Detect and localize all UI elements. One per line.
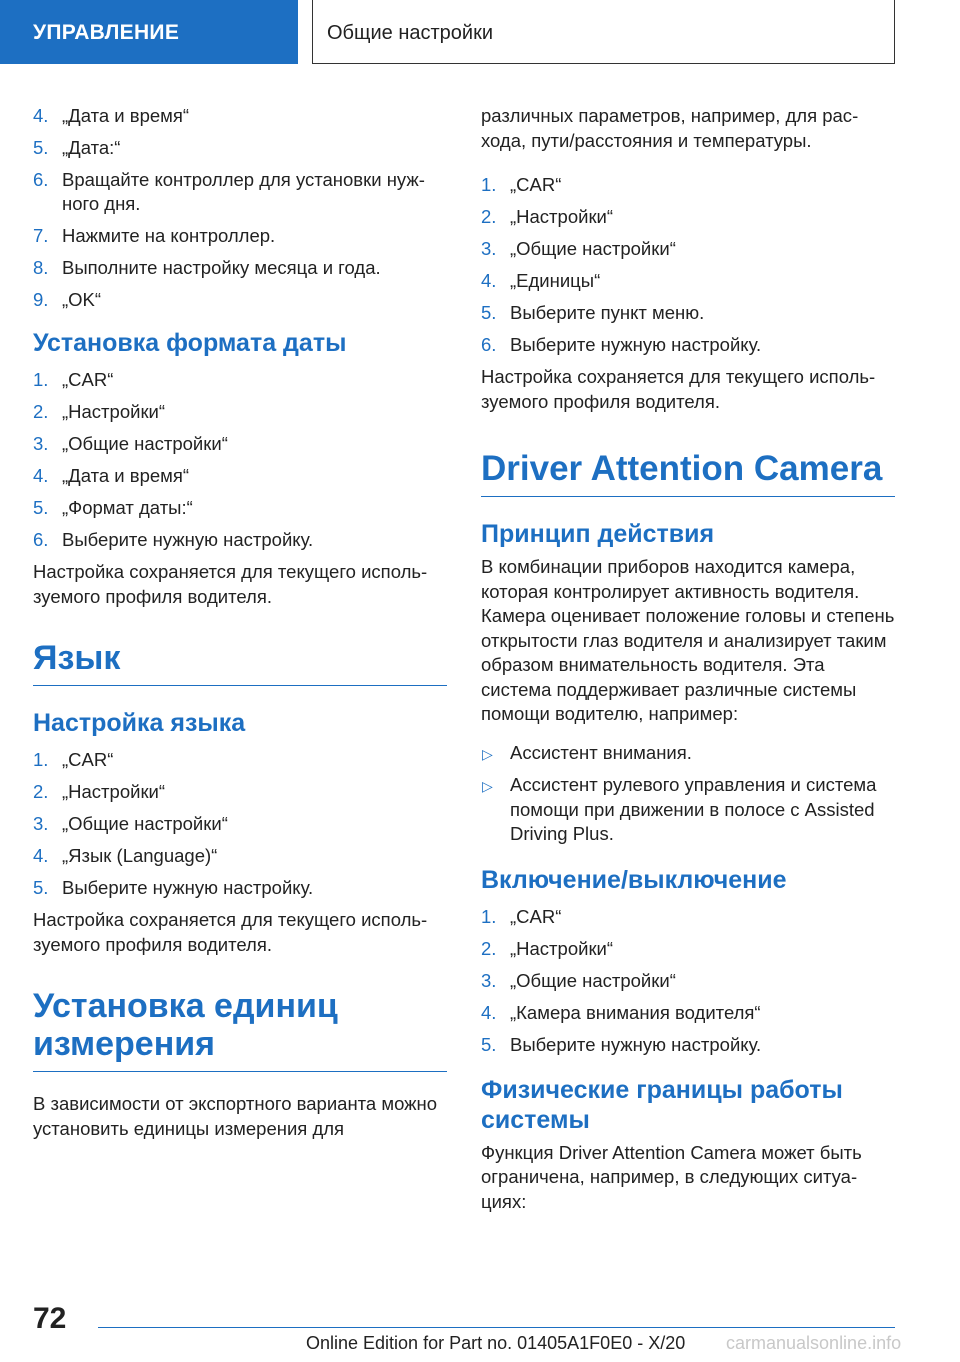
list-item: [33, 780, 447, 804]
step-text: „Язык (Language)“: [62, 845, 218, 866]
step-text: „Дата и время“: [62, 105, 190, 126]
header-subsection-title: Общие настройки: [312, 0, 895, 64]
list-item: [33, 224, 447, 248]
step-number: 2.: [33, 401, 49, 422]
system-limits-paragraph: Функция Driver Attention Camera может быть ограничена, например, в следующих ситуациях:: [481, 1141, 862, 1212]
header-section-tab: УПРАВЛЕНИЕ: [0, 0, 298, 64]
step-text: Вращайте контроллер для установки нужного дня.: [62, 169, 425, 214]
list-item: [33, 168, 447, 216]
step-text: „OK“: [62, 289, 102, 310]
list-item: [481, 333, 895, 357]
date-steps-list: [33, 104, 447, 312]
saved-note: Настройка сохраняется для текущего используемого профиля водителя.: [481, 366, 876, 412]
step-number: 4.: [481, 1001, 497, 1023]
saved-note: Настройка сохраняется для текущего используемого профиля водителя.: [33, 909, 428, 955]
step-number: 2.: [481, 206, 497, 227]
triangle-bullet-icon: ▷: [482, 745, 493, 762]
step-number: 3.: [481, 238, 497, 259]
step-number: 5.: [33, 497, 49, 518]
step-text: Выберите нужную настройку.: [62, 877, 314, 898]
step-text: „Камера внимания водителя“: [510, 1001, 761, 1023]
list-item: [481, 301, 895, 325]
list-item: [481, 969, 895, 993]
step-text: „CAR“: [510, 174, 562, 195]
triangle-bullet-icon: ▷: [482, 778, 493, 794]
principle-paragraph: В комбинации приборов находится камера, которая контролирует активность водителя. Камера оценивает положение головы и степень открытости глаз водителя и анализирует таким образом внимательность водителя. Эта система поддерживает различные системы помощи водителю, например:: [481, 556, 895, 724]
step-text: Нажмите на контроллер.: [62, 225, 276, 246]
list-item: [33, 432, 447, 456]
list-item: [481, 773, 895, 847]
step-text: „Формат даты:“: [62, 497, 193, 518]
step-text: Выберите пункт меню.: [510, 302, 705, 323]
step-number: 6.: [33, 529, 49, 550]
step-number: 6.: [481, 334, 497, 355]
footer-divider: [98, 1327, 895, 1328]
step-number: 2.: [33, 781, 49, 802]
list-item: [481, 269, 895, 293]
list-item: [481, 741, 895, 766]
step-number: 9.: [33, 289, 49, 310]
units-intro-paragraph: В зависимости от экспортного варианта можно установить единицы измерения для: [33, 1093, 438, 1139]
step-text: „Общие настройки“: [62, 433, 228, 454]
step-text: Выберите нужную настройку.: [510, 334, 762, 355]
step-number: 3.: [481, 969, 497, 991]
list-item: [33, 288, 447, 312]
units-steps-list: [481, 173, 895, 357]
step-text: „Общие настройки“: [62, 813, 228, 834]
units-section-title: Установка единиц измерения: [33, 987, 447, 1072]
step-text: Выполните настройку месяца и года.: [62, 257, 381, 278]
step-number: 1.: [33, 369, 49, 390]
step-text: „CAR“: [510, 905, 562, 927]
step-text: Выберите нужную настройку.: [510, 1033, 762, 1055]
list-item: [33, 256, 447, 280]
step-number: 1.: [481, 905, 497, 927]
step-text: „CAR“: [62, 749, 114, 770]
system-limits-heading: Физические границы работы системы: [481, 1075, 843, 1134]
list-item: [33, 464, 447, 488]
date-format-steps-list: [33, 368, 447, 552]
step-text: „Настройки“: [510, 937, 614, 959]
left-column: [33, 104, 447, 1149]
list-item: [481, 1001, 895, 1025]
step-number: 4.: [481, 270, 497, 291]
step-number: 5.: [33, 877, 49, 898]
step-text: „Настройки“: [510, 206, 614, 227]
list-item: [481, 937, 895, 961]
step-text: „Дата и время“: [62, 465, 190, 486]
right-column: [481, 104, 895, 1222]
step-number: 7.: [33, 225, 49, 246]
step-text: „Настройки“: [62, 401, 166, 422]
step-text: „Дата:“: [62, 137, 121, 158]
step-number: 3.: [33, 433, 49, 454]
watermark-text: carmanualsonline.info: [726, 1333, 902, 1353]
step-text: „Единицы“: [510, 270, 601, 291]
list-item: [481, 205, 895, 229]
on-off-heading: Включение/выключение: [481, 865, 787, 894]
step-number: 2.: [481, 937, 497, 959]
list-item: [33, 748, 447, 772]
step-text: „Общие настройки“: [510, 969, 676, 991]
step-number: 1.: [33, 749, 49, 770]
step-number: 5.: [33, 137, 49, 158]
step-number: 6.: [33, 169, 49, 190]
assistance-bullets: [481, 741, 895, 847]
list-item: [481, 173, 895, 197]
step-number: 8.: [33, 257, 49, 278]
step-number: 5.: [481, 1033, 497, 1055]
bullet-text: Ассистент рулевого управления и система помощи при движении в полосе с Assisted Driving Plus.: [510, 774, 877, 844]
step-number: 3.: [33, 813, 49, 834]
step-number: 4.: [33, 845, 49, 866]
list-item: [33, 368, 447, 392]
list-item: [33, 844, 447, 868]
language-setting-heading: Настройка языка: [33, 709, 246, 737]
language-section-title: Язык: [33, 639, 447, 686]
on-off-steps-list: [481, 905, 895, 1057]
principle-heading: Принцип действия: [481, 520, 715, 548]
bullet-text: Ассистент внимания.: [510, 741, 692, 763]
footer-edition-text: Online Edition for Part no. 01405A1F0E0 - X/20: [306, 1333, 686, 1353]
step-number: 4.: [33, 465, 49, 486]
list-item: [33, 812, 447, 836]
step-text: „Настройки“: [62, 781, 166, 802]
list-item: [481, 237, 895, 261]
step-number: 1.: [481, 174, 497, 195]
list-item: [33, 136, 447, 160]
date-format-heading: Установка формата даты: [33, 329, 347, 357]
language-steps-list: [33, 748, 447, 900]
step-number: 4.: [33, 105, 49, 126]
driver-attention-camera-title: Driver Attention Camera: [481, 450, 895, 497]
list-item: [481, 1033, 895, 1057]
step-number: 5.: [481, 302, 497, 323]
list-item: [33, 528, 447, 552]
step-text: Выберите нужную настройку.: [62, 529, 314, 550]
step-text: „CAR“: [62, 369, 114, 390]
step-text: „Общие настройки“: [510, 238, 676, 259]
list-item: [33, 400, 447, 424]
list-item: [33, 876, 447, 900]
units-continued-paragraph: различных параметров, например, для расхода, пути/расстояния и температуры.: [481, 105, 859, 151]
list-item: [481, 905, 895, 929]
list-item: [33, 496, 447, 520]
page-number: 72: [33, 1302, 67, 1335]
saved-note: Настройка сохраняется для текущего используемого профиля водителя.: [33, 561, 428, 607]
list-item: [33, 104, 447, 128]
